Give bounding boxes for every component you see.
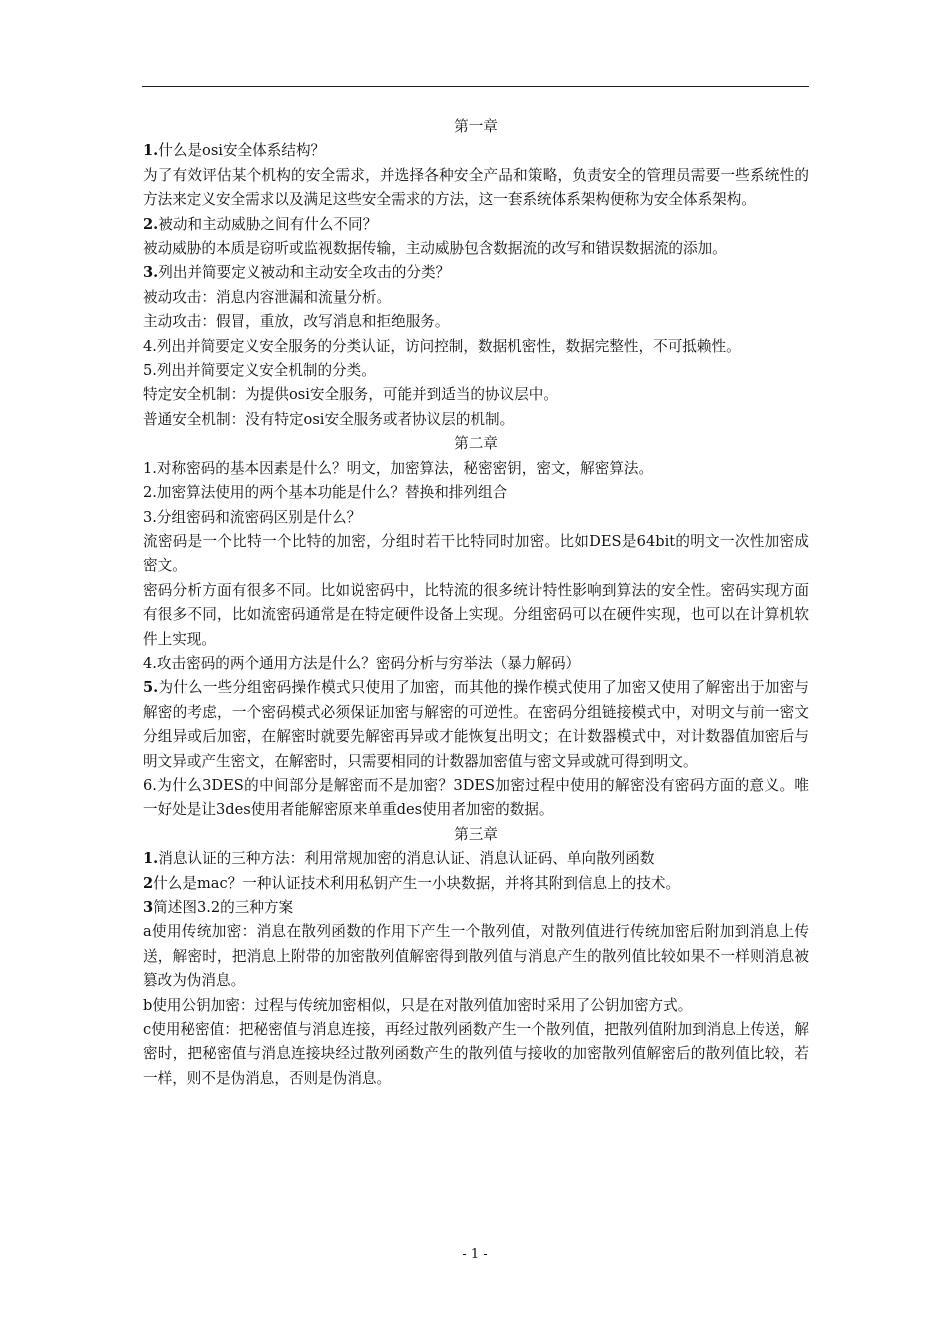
paragraph-text: 主动攻击：假冒，重放，改写消息和拒绝服务。: [143, 313, 450, 331]
paragraph-text: 流密码是一个比特一个比特的加密，分组时若干比特同时加密。比如DES是64bit的明文一次性加密成密文。: [143, 532, 809, 575]
paragraph: [143, 676, 809, 774]
item-number: 2.: [143, 215, 159, 233]
paragraph: [143, 896, 809, 920]
paragraph-text: 4.列出并简要定义安全服务的分类认证，访问控制，数据机密性，数据完整性，不可抵赖性。: [143, 337, 741, 355]
paragraph: [143, 359, 809, 383]
paragraph: [143, 920, 809, 993]
paragraph: [143, 408, 809, 432]
paragraph: [143, 994, 809, 1018]
paragraph: [143, 237, 809, 261]
paragraph-text: 列出并简要定义被动和主动安全攻击的分类？: [158, 264, 451, 282]
item-number: 1.: [143, 850, 159, 868]
paragraph-text: 被动攻击：消息内容泄漏和流量分析。: [143, 288, 392, 306]
paragraph-text: 6.为什么3DES的中间部分是解密而不是加密？3DES加密过程中使用的解密没有密码方面的意义。唯一好处是让3des使用者能解密原来单重des使用者加密的数据。: [143, 776, 809, 819]
chapter-title: 第三章: [454, 825, 498, 843]
paragraph: [143, 1018, 809, 1091]
item-number: 5.: [143, 679, 159, 697]
paragraph-text: 密码分析方面有很多不同。比如说密码中，比特流的很多统计特性影响到算法的安全性。密码实现方面有很多不同，比如流密码通常是在特定硬件设备上实现。分组密码可以在硬件实现，也可以在计算机软件上实现。: [143, 581, 809, 648]
document-body: [143, 115, 809, 1091]
paragraph: [143, 481, 809, 505]
paragraph-text: 5.列出并简要定义安全机制的分类。: [143, 362, 376, 380]
paragraph: [143, 139, 809, 163]
paragraph: [143, 310, 809, 334]
item-number: 1.: [143, 142, 159, 160]
paragraph: [143, 872, 809, 896]
item-number: 2: [143, 874, 154, 892]
paragraph-text: 普通安全机制：没有特定osi安全服务或者协议层的机制。: [143, 410, 515, 428]
paragraph-text: 什么是osi安全体系结构？: [158, 142, 326, 160]
paragraph: [143, 383, 809, 407]
paragraph-text: 特定安全机制：为提供osi安全服务，可能并到适当的协议层中。: [143, 386, 558, 404]
item-number: 3.: [143, 264, 159, 282]
paragraph-text: 被动威胁的本质是窃听或监视数据传输，主动威胁包含数据流的改写和错误数据流的添加。: [143, 240, 727, 258]
paragraph-text: 简述图3.2的三种方案: [153, 899, 294, 916]
paragraph: [143, 261, 809, 285]
paragraph: [143, 579, 809, 652]
paragraph-text: a使用传统加密：消息在散列函数的作用下产生一个散列值，对散列值进行传统加密后附加到消息上传送，解密时，把消息上附带的加密散列值解密得到散列值与消息产生的散列值比较如果不一样则消息被篡改为伪消息。: [143, 923, 809, 990]
paragraph: [143, 774, 809, 823]
paragraph-text: 4.攻击密码的两个通用方法是什么？密码分析与穷举法（暴力解码）: [143, 654, 581, 672]
header-rule: [142, 86, 809, 87]
paragraph-text: 为什么一些分组密码操作模式只使用了加密，而其他的操作模式使用了加密又使用了解密出于加密与解密的考虑，一个密码模式必须保证加密与解密的可逆性。在密码分组链接模式中，对明文与前一密文分组异或后加密，在解密时就要先解密再异或才能恢复出明文；在计数器模式中，对计数器值加密后与明文异或产生密文，在解密时，只需要相同的计数器加密值与密文异或就可得到明文。: [143, 679, 809, 770]
paragraph: [143, 652, 809, 676]
paragraph-text: 被动和主动威胁之间有什么不同？: [158, 215, 378, 233]
paragraph-text: 2.加密算法使用的两个基本功能是什么？替换和排列组合: [143, 484, 508, 502]
paragraph-text: 什么是mac？一种认证技术利用私钥产生一小块数据，并将其附到信息上的技术。: [153, 874, 681, 892]
paragraph: [143, 847, 809, 871]
item-number: 3: [143, 899, 154, 916]
paragraph: [143, 164, 809, 213]
paragraph-text: 为了有效评估某个机构的安全需求，并选择各种安全产品和策略，负责安全的管理员需要一些系统性的方法来定义安全需求以及满足这些安全需求的方法，这一套系统体系架构便称为安全体系架构。: [143, 166, 809, 209]
chapter-title: 第二章: [454, 435, 498, 453]
paragraph: [143, 457, 809, 481]
paragraph-text: b使用公钥加密：过程与传统加密相似，只是在对散列值加密时采用了公钥加密方式。: [143, 996, 693, 1014]
paragraph: [143, 213, 809, 237]
paragraph-text: 1.对称密码的基本因素是什么？明文，加密算法，秘密密钥，密文，解密算法。: [143, 459, 654, 477]
paragraph-text: c使用秘密值：把秘密值与消息连接，再经过散列函数产生一个散列值，把散列值附加到消息上传送，解密时，把秘密值与消息连接块经过散列函数产生的散列值与接收的加密散列值解密后的散列值比较，若一样，则不是伪消息，否则是伪消息。: [143, 1021, 809, 1087]
paragraph: [143, 530, 809, 579]
paragraph-text: 消息认证的三种方法：利用常规加密的消息认证、消息认证码、单向散列函数: [158, 850, 655, 868]
paragraph: [143, 286, 809, 310]
paragraph: [143, 506, 809, 530]
paragraph-text: 3.分组密码和流密码区别是什么？: [143, 508, 362, 526]
page-number: - 1 -: [462, 1247, 488, 1262]
chapter-title: 第一章: [454, 118, 498, 135]
paragraph: [143, 335, 809, 359]
